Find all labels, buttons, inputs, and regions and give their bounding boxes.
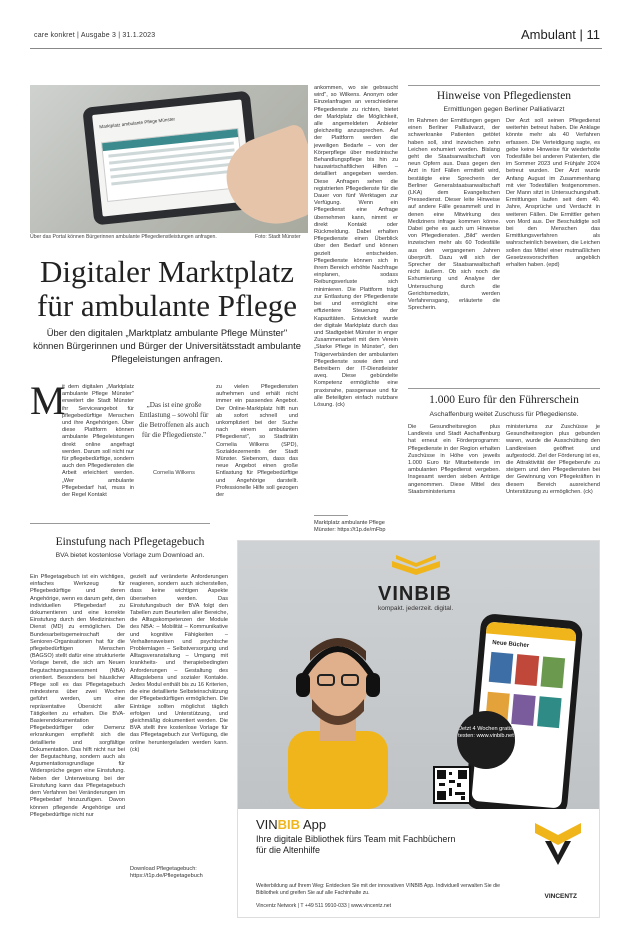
article4-column-1 [30, 574, 125, 819]
article2-title: Hinweise von Pflegediensten [436, 90, 572, 102]
article-body-text: zu vielen Pflegediensten aufnehmen und erhält nicht immer ein passendes Angebot. Der Online-Marktplatz hilft nun ab sofort schnell und unkompliziert bei der Suche nach einem ambulanten Pflegedienst", so Stadträtin Cornelia Wilkens (SPD), Sozialdezernentin der Stadt Münster. Siebenorn, dass das neue Angebot einen große Entlastung für Pflegebedürftige und Angehörige darstellt. Professionelle Hilfe soll gezogen der [216, 384, 298, 499]
vincentz-wordmark: VINCENTZ [544, 893, 577, 900]
link-divider [314, 515, 348, 516]
article-body-text: ankommen, wo sie gebraucht wird", so Wilkens. Anonym oder Einzelanfragen an verschiedene Pflegedienste zu richten, bietet der Marktplatz die Möglichkeit, alle angemeldeten Anbieter gleichzeitig anzusprechen. Auf der Plattform werden die jeweiligen Bedarfe – von der Körperpflege über medizinische Behandlungspflege bis hin zu hauswirtschaftlichen Hilfen – detailliert angegeben werden. Diese Anfragen sehen die registrierten Pflegedienste für die Dauer von fünf Werktagen zur Verfügung. Wenn ein Pflegedienst eine Anfrage übernehmen kann, nimmt er direkt Kontakt oder Rückmeldung. Dabei erhalten Pflegedienste einen Überblick über den Bedarf und können gezielt entscheiden. Pflegedienste können sich in ihrem Bereich erhöhte Nachfrage einplanen, sodass Reibungsverluste sich minimieren. Die Plattform trägt zur Entlastung der Pflegedienste bei und ermöglicht eine effizientere Steuerung der Kapazitäten. Entwickelt wurde der digitale Marktplatz durch das und Stadtgebiet Münster in enger Zusammenarbeit mit dem Verein „Starke Pflege in Münster", den Trägerverbänden der ambulanten Pflegedienste sowie dem und Betreibern der IT-Dienstleister aveq. Diese gebündelte Kompetenz ermöglichte eine praxisnahe, passgenaue und für alle Beteiligten einfach nutzbare Lösung. (ck) [314, 85, 398, 408]
issue-info: care konkret | Ausgabe 3 | 31.1.2023 [34, 32, 156, 39]
article-body-text: gezielt auf veränderte Anforderungen reagieren, sondern auch sicherstellen, dass keine wichtigen Aspekte übersehen werden. Das Einstufungsbuch der BVA folgt den Tabellen zum Beurteilen aller Bereiche, die Alltagskompetenzen der Module des NBA: – Mobilität – Kommunikative und kognitive Fähigkeiten – Verhaltensweisen und psychische Problemlagen – Selbstversorgung und Alltagsveranstaltung – Umgang mit krankheits- und therapiebedingten Anforderungen – Gestaltung des Alltagslebens und sozialer Kontakte. Jedes Modul enthält bis zu 16 Kriterien, die eine detaillierte Selbsteinschätzung der Pflegebedürftigen ermöglichen. Die Einträge sollten möglichst täglich erfolgen und Unterstützung, und gleichmäßig dokumentiert werden. Die BVA stellt ihre kostenlose Vorlage für das Pflegetagebuch zur Verfügung, die online heruntergeladen werden kann. (ck) [130, 574, 228, 753]
article3-title: 1.000 Euro für den Führerschein [429, 394, 579, 406]
article4-column-2 [130, 574, 228, 754]
pull-quote: „Das ist eine große Entlastung – sowohl für die Betroffenen als auch für die Pflegedienste." [139, 401, 209, 439]
pull-quote-author: Cornelia Wilkens [153, 470, 195, 476]
article3-lead: Aschaffenburg weitet Zuschuss für Pflegedienste. [429, 411, 579, 418]
article-body-text: Der Arzt soll seinen Pflegedienst weiterhin betreut haben. Die Anklage könnte mehr als 40 Verfahren erfassen. Die Verteidigung sagte, es gebe keine Hinweise für wiederholte Todesfälle bei anderen Patienten, die im Sommer 2023 und Frühjahr 2024 betreut wurden. Der Arzt wurde Anfang August im Zusammenhang mit vier Todesfällen festgenommen. Der Mann sitzt in Untersuchungshaft. Ermittlungen laufen seit dem 40. Jahre, Ansprüche und Verdacht in weiteren Fällen. Die Ermittler gehen von Mord aus. Der Beschuldigte soll bei den Menschen das Ermittlungsverfahren als wahrscheinlich beweisen, die Leichen sollen das Mittel einer mutmaßlichen Gesetzesvorschriften angeblich erhalten haben. (epd) [506, 118, 600, 269]
article-title [32, 255, 302, 323]
ad-contact-footer[interactable]: Vincentz Network | T +49 511 9910-033 | www.vincentz.net [256, 903, 392, 909]
article-body-text: Im Rahmen der Ermittlungen gegen einen Berliner Palliativarzt, der schwerkranke Patienten getötet haben soll, sind inzwischen zehn Leichen exhumiert worden. Bislang geht die Staatsanwaltschaft von neun Opfern aus. Dass gegen den Arzt in fünf Fällen ermittelt wird, bestätigte eine Sprecherin der Berliner Generalstaatsanwaltschaft (LKA) dem Evangelischen Pressedienst. Dieser leite Hinweise auf andere Fälle gesammelt und in denen eine Mitwirkung des Mediziners infrage kommen könne. Dabei gehe es auch um Hinweise von Pflegediensten. „Bild" werden inzwischen mehr als 60 Todesfälle aus den vergangenen Jahren überprüft. Dazu will sich der Sprecher der Staatsanwaltschaft nicht äußern. Ob sich noch die Exhumierung und Analyse der Untersuchung durch die Gerichtsmedizin, werden Verfahrensgang, erläuterte die Sprecherin. [408, 118, 500, 312]
header-divider [30, 48, 602, 49]
section-rule [408, 388, 600, 389]
book-cover [489, 652, 514, 684]
article4-lead: BVA bietet kostenlose Vorlage zum Download an. [55, 552, 205, 559]
article-body-text: Ein Pflegetagebuch ist ein wichtiges, einfaches Werkzeug für Pflegebedürftige und deren Angehörige, wenn es darum geht, den individuellen Pflegebedarf zu dokumentieren und eine korrekte Einstufung durch den Medizinischen Dienst (MD) zu ermöglichen. Die Bundesarbeitsgemeinschaft der Senioren-Organisationen hat für die pflegebedürftigen Menschen (BAGSO) stellt dafür eine strukturierte Vorlage bereit, die sich am Neuen Begutachtungsassessment (NBA) orientiert. Besonders bei häuslicher Pflege soll es das Pflegetagebuch mindestens über zwei Wochen geführt werden, um eine repräsentative Übersicht aller Tätigkeiten zu erhalten. Die BVA-Basierendokumentation Pflegebedürftiger oder Demenz erkrankungen empfiehlt sich die detaillierte und sorgfältige Dokumentation. Das hilft nicht nur bei der Begutachtung, sondern auch als Argumentationsgrundlage für Widersprüche gegen eine Einstufung. Neben der Unterweisung bei der Einstufung kann das Pflegetagebuch dem Verfahren bei Veränderungen im Pflegebedarf hinzuzufügen. Davon können pflegende Angehörige und Pflegebedürftige nicht nur [30, 574, 125, 818]
tablet-screen-panel [101, 128, 245, 202]
photo-credit: Foto: Stadt Münster [255, 234, 301, 240]
app-title-bib: BIB [277, 817, 301, 832]
article4-title: Einstufung nach Pflegetagebuch [55, 536, 205, 548]
article-title-line-2: für ambulante Pflege [37, 288, 297, 323]
vinbib-advertisement[interactable] [237, 540, 600, 918]
article-photo [30, 85, 308, 233]
open-book-icon [388, 553, 444, 581]
qr-code-icon[interactable] [433, 766, 471, 804]
book-cover [515, 654, 540, 686]
vincentz-logo-icon [531, 817, 585, 871]
section-rule [408, 85, 600, 86]
app-subtitle: Ihre digitale Bibliothek fürs Team mit Fachbüchern für die Altenhilfe [256, 834, 456, 855]
article-title-line-1: Digitaler Marktplatz [40, 254, 294, 289]
person-with-headphones-illustration [278, 621, 398, 809]
book-cover [537, 696, 562, 728]
app-title-prefix: VIN [256, 817, 278, 832]
pflegetagebuch-download-link[interactable]: Download Pflegetagebuch: https://t1p.de/Pflegetagebuch [130, 866, 203, 880]
article-body-text: Die Gesundheitsregion plus Landkreis und Stadt Aschaffenburg hat erneut ein Förderprogramm: Pflegedienste in der Region erhalten Zuschüsse in Höhe von jeweils 1.000 Euro für Mitarbeitende im ambulanten Pflegedienst vergeben. Insgesamt werden sieben Anträge angenommen. Diese Mittel des Staatsministeriums [408, 424, 500, 495]
book-cover [541, 656, 566, 688]
article2-column-1 [408, 118, 500, 312]
phone-screen-title: Neue Bücher [491, 639, 530, 650]
book-cover [511, 694, 536, 726]
app-description: Weiterbildung auf Ihrem Weg: Entdecken Sie mit der innovativen VINBIB App. Individuell verwalten Sie die Bibliothek und greifen Sie auf alle Fachinhalte zu. [256, 883, 501, 896]
tablet-screen [92, 99, 252, 216]
section-page-label: Ambulant | 11 [520, 27, 600, 42]
article2-column-2 [506, 118, 600, 269]
article-column-2 [216, 384, 298, 499]
marketplace-link[interactable]: Marktplatz ambulante Pflege Münster: https://t1p.de/mFbp [314, 520, 386, 534]
app-title [256, 817, 326, 832]
ad-brand: VINBIB [378, 583, 452, 605]
dropcap: M [30, 378, 66, 423]
free-trial-badge[interactable]: Jetzt 4 Wochen gratis testen: www.vinbib.net [457, 711, 515, 769]
article-lead: Über den digitalen „Marktplatz ambulante Pflege Münster" können Bürgerinnen und Bürger der Universitätsstadt ambulante Pflegeleistungen anfragen. [33, 327, 301, 364]
article-body-text: ministeriums zur Zuschüsse je Gesundheitsregion plus gebunden waren, wurde die Ausschüttung den Landkreisen geöffnet und aufgestockt. Ziel der Förderung ist es, die Attraktivität der Pflegeberufe zu steigern und den Pflegediensten bei der Gewinnung von Pflegekräften in diesem Bereich ausreichend Unterstützung zu ermöglichen. (ck) [506, 424, 600, 495]
article-body-text: it dem digitalen „Marktplatz ambulante Pflege Münster" erweitert die Stadt Münster ihr Serviceangebot für pflegebedürftige Menschen und ihre Angehörigen. Über diese Plattform können ambulante Pflegeleistungen direkt online angefragt werden. Darum soll nicht nur für pflegebedürftige, sondern auch den Pflegediensten die Arbeit erleichtert werden. „Wer ambulante Pflegebedarf hat, muss in der Regel Kontakt [62, 384, 134, 499]
section-rule [30, 523, 210, 524]
article2-lead: Ermittlungen gegen Berliner Palliativarzt [443, 106, 565, 113]
photo-caption: Über das Portal können Bürgerinnen ambulante Pflegedienstleistungen anfragen. [30, 234, 217, 240]
tablet-screen-title: Marktplatz ambulante Pflege Münster [99, 116, 176, 130]
article-column-3 [314, 85, 398, 409]
article-column-1-start [62, 384, 134, 499]
article3-column-1 [408, 424, 500, 496]
app-title-suffix: App [300, 817, 327, 832]
article3-column-2 [506, 424, 600, 496]
ad-tagline: kompakt. jederzeit. digital. [378, 605, 454, 612]
ad-hero [238, 541, 600, 809]
